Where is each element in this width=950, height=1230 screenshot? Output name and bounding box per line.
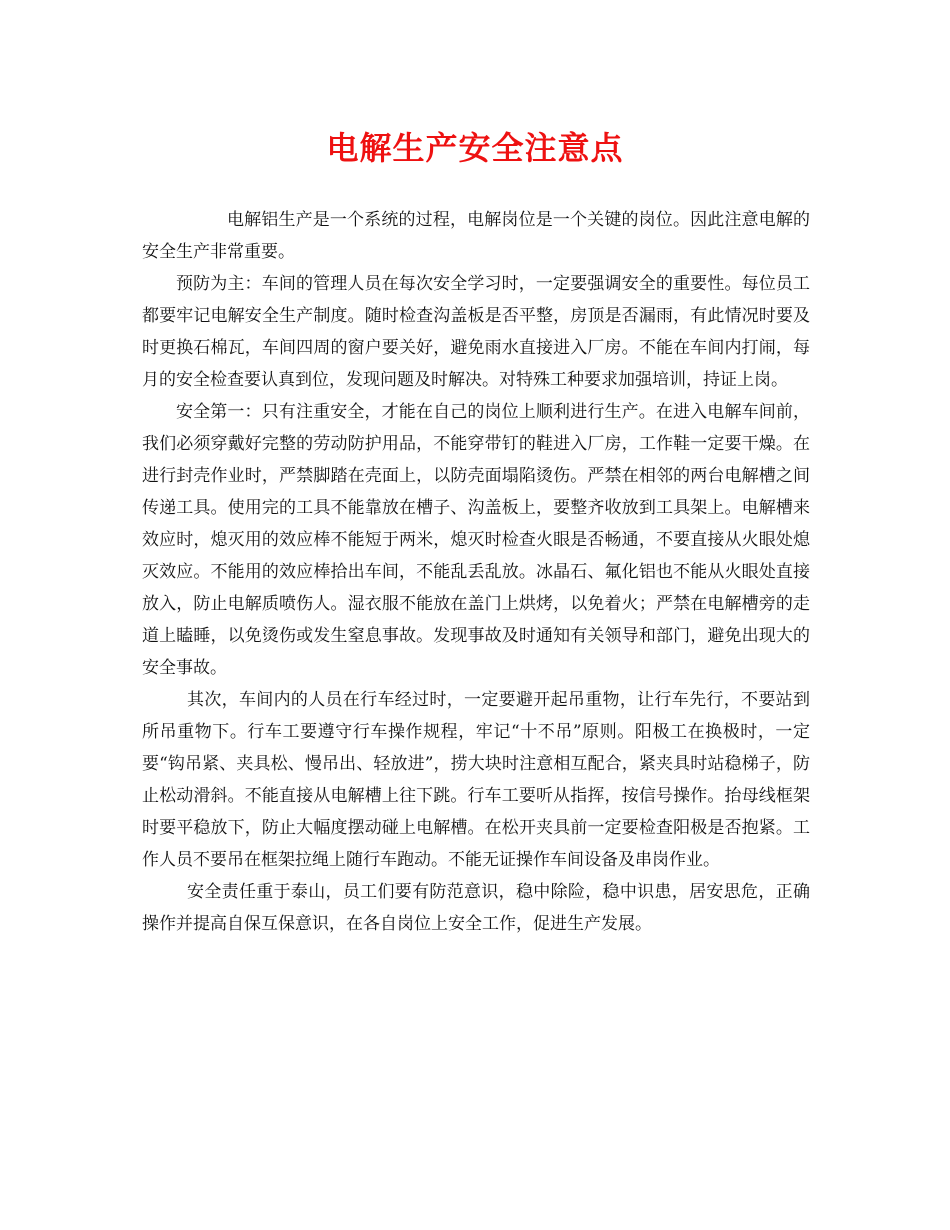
document-title: 电解生产安全注意点: [326, 129, 624, 167]
paragraph-intro: 电解铝生产是一个系统的过程，电解岗位是一个关键的岗位。因此注意电解的安全生产非常重要。: [142, 210, 810, 262]
paragraph-safety-first: 安全第一：只有注重安全，才能在自己的岗位上顺利进行生产。在进入电解车间前，我们必须穿戴好完整的劳动防护用品，不能穿带钉的鞋进入厂房，工作鞋一定要干燥。在进行封壳作业时，严禁脚踏在壳面上，以防壳面塌陷烫伤。严禁在相邻的两台电解槽之间传递工具。使用完的工具不能靠放在槽子、沟盖板上，要整齐收放到工具架上。电解槽来效应时，熄灭用的效应棒不能短于两米，熄灭时检查火眼是否畅通，不要直接从火眼处熄灭效应。不能用的效应棒拾出车间，不能乱丢乱放。冰晶石、氟化铝也不能从火眼处直接放入，防止电解质喷伤人。湿衣服不能放在盖门上烘烤，以免着火；严禁在电解槽旁的走道上瞌睡，以免烫伤或发生窒息事故。发现事故及时通知有关领导和部门，避免出现大的安全事故。: [142, 402, 810, 678]
paragraph-conclusion: 安全责任重于泰山，员工们要有防范意识，稳中除险，稳中识患，居安思危，正确操作并提高自保互保意识，在各自岗位上安全工作，促进生产发展。: [142, 882, 810, 934]
paragraph-crane-operations: 其次，车间内的人员在行车经过时，一定要避开起吊重物，让行车先行，不要站到所吊重物下。行车工要遵守行车操作规程，牢记“十不吊”原则。阳极工在换极时，一定要“钩吊紧、夹具松、慢吊出、轻放进”，捞大块时注意相互配合，紧夹具时站稳梯子，防止松动滑斜。不能直接从电解槽上往下跳。行车工要听从指挥，按信号操作。抬母线框架时要平稳放下，防止大幅度摆动碰上电解槽。在松开夹具前一定要检查阳极是否抱紧。工作人员不要吊在框架拉绳上随行车跑动。不能无证操作车间设备及串岗作业。: [142, 690, 810, 870]
document-body: [142, 204, 810, 940]
paragraph-prevention: 预防为主：车间的管理人员在每次安全学习时，一定要强调安全的重要性。每位员工都要牢记电解安全生产制度。随时检查沟盖板是否平整，房顶是否漏雨，有此情况时要及时更换石棉瓦，车间四周的窗户要关好，避免雨水直接进入厂房。不能在车间内打闹，每月的安全检查要认真到位，发现问题及时解决。对特殊工种要求加强培训，持证上岗。: [142, 274, 810, 390]
